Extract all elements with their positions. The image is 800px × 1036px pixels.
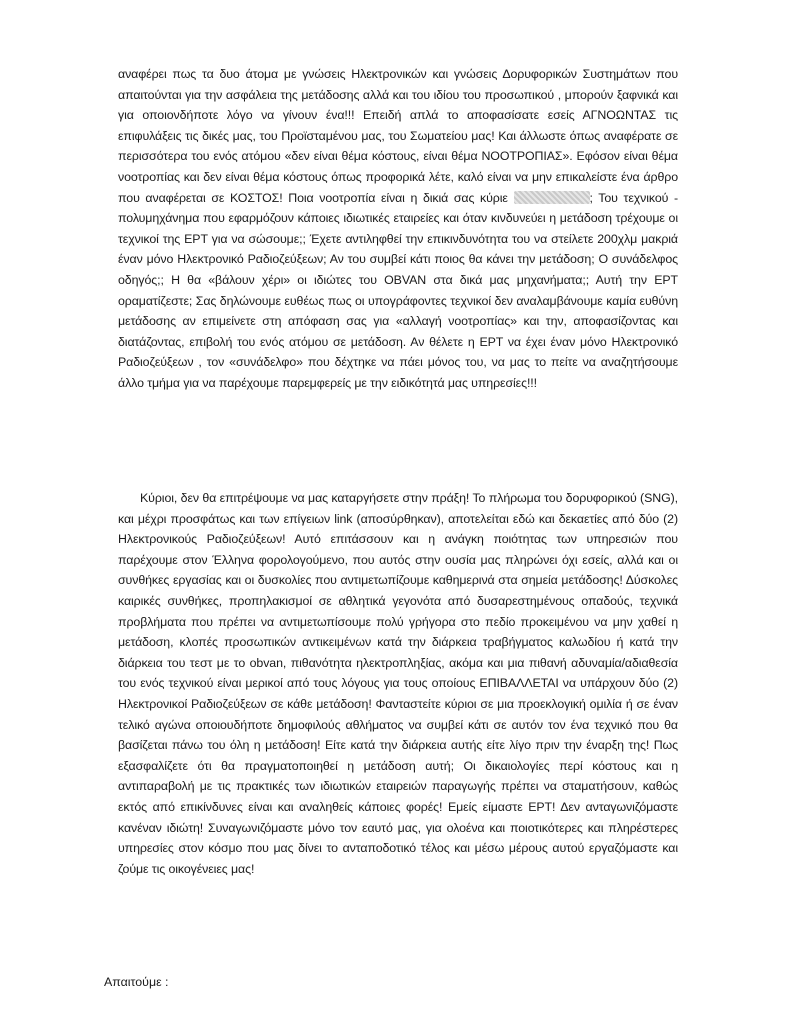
paragraph-1-text-a: αναφέρει πως τα δυο άτομα με γνώσεις Ηλεκτρονικών και γνώσεις Δορυφορικών Συστημάτων που απαιτούνται για την ασφάλεια της μετάδοσης αλλά και του ιδίου του προσωπικού , μπορούν ξαφνικά και για οποιονδήποτε λόγο να γίνουν ένα!!! Επειδή απλά το αποφασίσατε εσείς ΑΓΝΟΩΝΤΑΣ τις επιφυλάξεις τις δικές μας, του Προϊσταμένου μας, του Σωματείου μας! Και άλλωστε όπως αναφέρατε σε περισσότερα του ενός ατόμου «δεν είναι θέμα κόστους, είναι θέμα ΝΟΟΤΡΟΠΙΑΣ». Εφόσον είναι θέμα νοοτροπίας και δεν είναι θέμα κόστους όπως προφορικά λέτε, καλό είναι να μην επικαλείστε ένα άρθρο που αναφέρεται σε ΚΟΣΤΟΣ! Ποια νοοτροπία είναι η δικιά σας κύριε: [118, 67, 678, 205]
closing-label: Απαιτούμε :: [104, 975, 169, 989]
paragraph-1-text-b: ; Του τεχνικού - πολυμηχάνημα που εφαρμόζουν κάποιες ιδιωτικές εταιρείες και όταν κινδυνεύει η μετάδοση τρέχουμε οι τεχνικοί της ΕΡΤ για να σώσουμε;; Έχετε αντιληφθεί την επικινδυνότητα του να στείλετε 200χλμ μακριά έναν μόνο Ηλεκτρονικό Ραδιοζεύξεων; Αν του συμβεί κάτι ποιος θα κάνει την μετάδοση; Ο συνάδελφος οδηγός;; Η θα «βάλουν χέρι» οι ιδιώτες του OBVAN στα δικά μας μηχανήματα;; Αυτή την ΕΡΤ οραματίζεστε; Σας δηλώνουμε ευθέως πως οι υπογράφοντες τεχνικοί δεν αναλαμβάνουμε καμία ευθύνη μετάδοσης αν επιμείνετε στη απόφαση σας για «αλλαγή νοοτροπίας» και την, αποφασίζοντας και διατάζοντας, επιβολή του ενός ατόμου σε μετάδοση. Αν θέλετε η ΕΡΤ να έχει έναν μόνο Ηλεκτρονικό Ραδιοζεύξεων , τον «συνάδελφο» που δέχτηκε να πάει μόνος του, να μας το πείτε να αναζητήσουμε άλλο τμήμα για να παρέχουμε παρεμφερείς με την ειδικότητά μας υπηρεσίες!!!: [118, 190, 678, 390]
paragraph-2: Κύριοι, δεν θα επιτρέψουμε να μας καταργήσετε στην πράξη! Το πλήρωμα του δορυφορικού (SNG), και μέχρι προσφάτως και των επίγειων link (αποσύρθηκαν), αποτελείται εδώ και δεκαετίες από δύο (2) Ηλεκτρονικούς Ραδιοζεύξεων! Αυτό επιτάσσουν και η ανάγκη ποιότητας των υπηρεσιών που παρέχουμε στον Έλληνα φορολογούμενο, που αυτός στην ουσία μας πληρώνει όχι εσείς, αλλά και οι συνθήκες εργασίας και οι δυσκολίες που αντιμετωπίζουμε καθημερινά στα σημεία μετάδοσης! Δύσκολες καιρικές συνθήκες, προπηλακισμοί σε αθλητικά γεγονότα από δυσαρεστημένους οπαδούς, τεχνικά προβλήματα που πρέπει να αντιμετωπίσουμε πολύ γρήγορα στο πεδίο προκειμένου να μην χαθεί η μετάδοση, κλοπές προσωπικών αντικειμένων κατά την διάρκεια τραβήγματος καλωδίου ή κατά την διάρκεια του τεστ με το obvan, πιθανότητα ηλεκτροπληξίας, ακόμα και μια πιθανή αδυναμία/αδιαθεσία του ενός τεχνικού είναι μερικοί από τους λόγους για τους οποίους ΕΠΙΒΑΛΛΕΤΑΙ να υπάρχουν δύο (2) Ηλεκτρονικοί Ραδιοζεύξεων σε κάθε μετάδοση! Φανταστείτε κύριοι σε μια προεκλογική ομιλία ή σε έναν τελικό αγώνα οποιουδήποτε δημοφιλούς αθλήματος να συμβεί κάτι σε αυτόν τον ένα τεχνικό που θα βασίζεται πάνω του όλη η μετάδοση! Είτε κατά την διάρκεια αυτής είτε λίγο πριν την έναρξη της! Πως εξασφαλίζετε ότι θα πραγματοποιηθεί η μετάδοση αυτή; Οι δικαιολογίες περί κόστους και η αντιπαραβολή με τις πρακτικές των ιδιωτικών εταιρειών παραγωγής πρέπει να σταματήσουν, καθώς εκτός από επικίνδυνες είναι και αναληθείς κάποιες φορές! Εμείς είμαστε ΕΡΤ! Δεν ανταγωνιζόμαστε κανέναν ιδιώτη! Συναγωνιζόμαστε μόνο τον εαυτό μας, για ολοένα και ποιοτικότερες και πληρέστερες υπηρεσίες στον κόσμο που μας δίνει το ανταποδοτικό τέλος και μέσω μέρους αυτού εργαζόμαστε και ζούμε τις οικογένειες μας!: [118, 491, 678, 876]
redacted-name: [514, 191, 590, 204]
paragraph-1: [118, 64, 678, 394]
